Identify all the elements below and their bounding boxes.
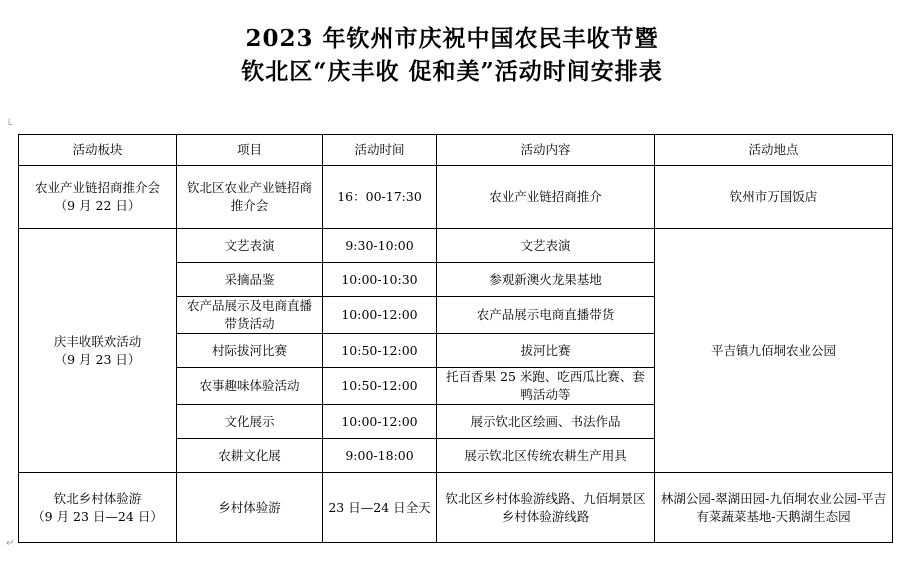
time-cell: 10:50-12:00 xyxy=(323,368,437,405)
location-cell: 林湖公园-翠湖田园-九佰垌农业公园-平吉有菜蔬菜基地-天鹅湖生态园 xyxy=(655,473,893,543)
paragraph-mark-icon: ↵ xyxy=(6,538,15,549)
header-item: 项目 xyxy=(177,135,323,166)
item-cell: 采摘品鉴 xyxy=(177,263,323,297)
content-cell: 展示钦北区传统农耕生产用具 xyxy=(437,439,655,473)
schedule-table xyxy=(18,134,893,543)
block-cell xyxy=(19,473,177,543)
content-cell: 农产品展示电商直播带货 xyxy=(437,297,655,334)
time-cell: 16：00-17:30 xyxy=(323,166,437,229)
table-row xyxy=(19,166,893,229)
title-line-2: 钦北区“庆丰收 促和美”活动时间安排表 xyxy=(241,58,663,85)
content-cell: 参观新澳火龙果基地 xyxy=(437,263,655,297)
block-cell xyxy=(19,166,177,229)
content-cell: 文艺表演 xyxy=(437,229,655,263)
content-cell: 拔河比赛 xyxy=(437,334,655,368)
item-cell: 村际拔河比赛 xyxy=(177,334,323,368)
time-cell: 10:00-12:00 xyxy=(323,297,437,334)
time-cell: 10:50-12:00 xyxy=(323,334,437,368)
time-cell: 23 日—24 日全天 xyxy=(323,473,437,543)
block-name: 钦北乡村体验游 xyxy=(53,490,142,506)
time-cell: 10:00-10:30 xyxy=(323,263,437,297)
item-cell: 钦北区农业产业链招商推介会 xyxy=(177,166,323,229)
table-row xyxy=(19,229,893,263)
block-date: （9 月 22 日） xyxy=(54,198,141,213)
block-name: 农业产业链招商推介会 xyxy=(34,180,160,195)
header-location: 活动地点 xyxy=(655,135,893,166)
block-name: 庆丰收联欢活动 xyxy=(53,333,142,349)
time-cell: 10:00-12:00 xyxy=(323,405,437,439)
header-content: 活动内容 xyxy=(437,135,655,166)
item-cell: 文化展示 xyxy=(177,405,323,439)
item-cell: 农耕文化展 xyxy=(177,439,323,473)
title-line-1: 2023 年钦州市庆祝中国农民丰收节暨 xyxy=(245,25,659,52)
content-cell: 托百香果 25 米跑、吃西瓜比赛、套鸭活动等 xyxy=(437,368,655,405)
table-row xyxy=(19,473,893,543)
content-cell: 钦北区乡村体验游线路、九佰垌景区乡村体验游线路 xyxy=(437,473,655,543)
block-date: （9 月 23 日—24 日） xyxy=(32,508,163,524)
item-cell: 乡村体验游 xyxy=(177,473,323,543)
item-cell: 文艺表演 xyxy=(177,229,323,263)
content-cell: 农业产业链招商推介 xyxy=(437,166,655,229)
block-date: （9 月 23 日） xyxy=(54,351,141,367)
location-cell: 平吉镇九佰垌农业公园 xyxy=(655,229,893,473)
content-cell: 展示钦北区绘画、书法作品 xyxy=(437,405,655,439)
corner-mark-top-left: └ xyxy=(6,120,13,131)
item-cell: 农事趣味体验活动 xyxy=(177,368,323,405)
item-cell: 农产品展示及电商直播带货活动 xyxy=(177,297,323,334)
location-cell: 钦州市万国饭店 xyxy=(655,166,893,229)
block-cell xyxy=(19,229,177,473)
header-block: 活动板块 xyxy=(19,135,177,166)
header-row xyxy=(19,135,893,166)
header-time: 活动时间 xyxy=(323,135,437,166)
time-cell: 9:00-18:00 xyxy=(323,439,437,473)
time-cell: 9:30-10:00 xyxy=(323,229,437,263)
